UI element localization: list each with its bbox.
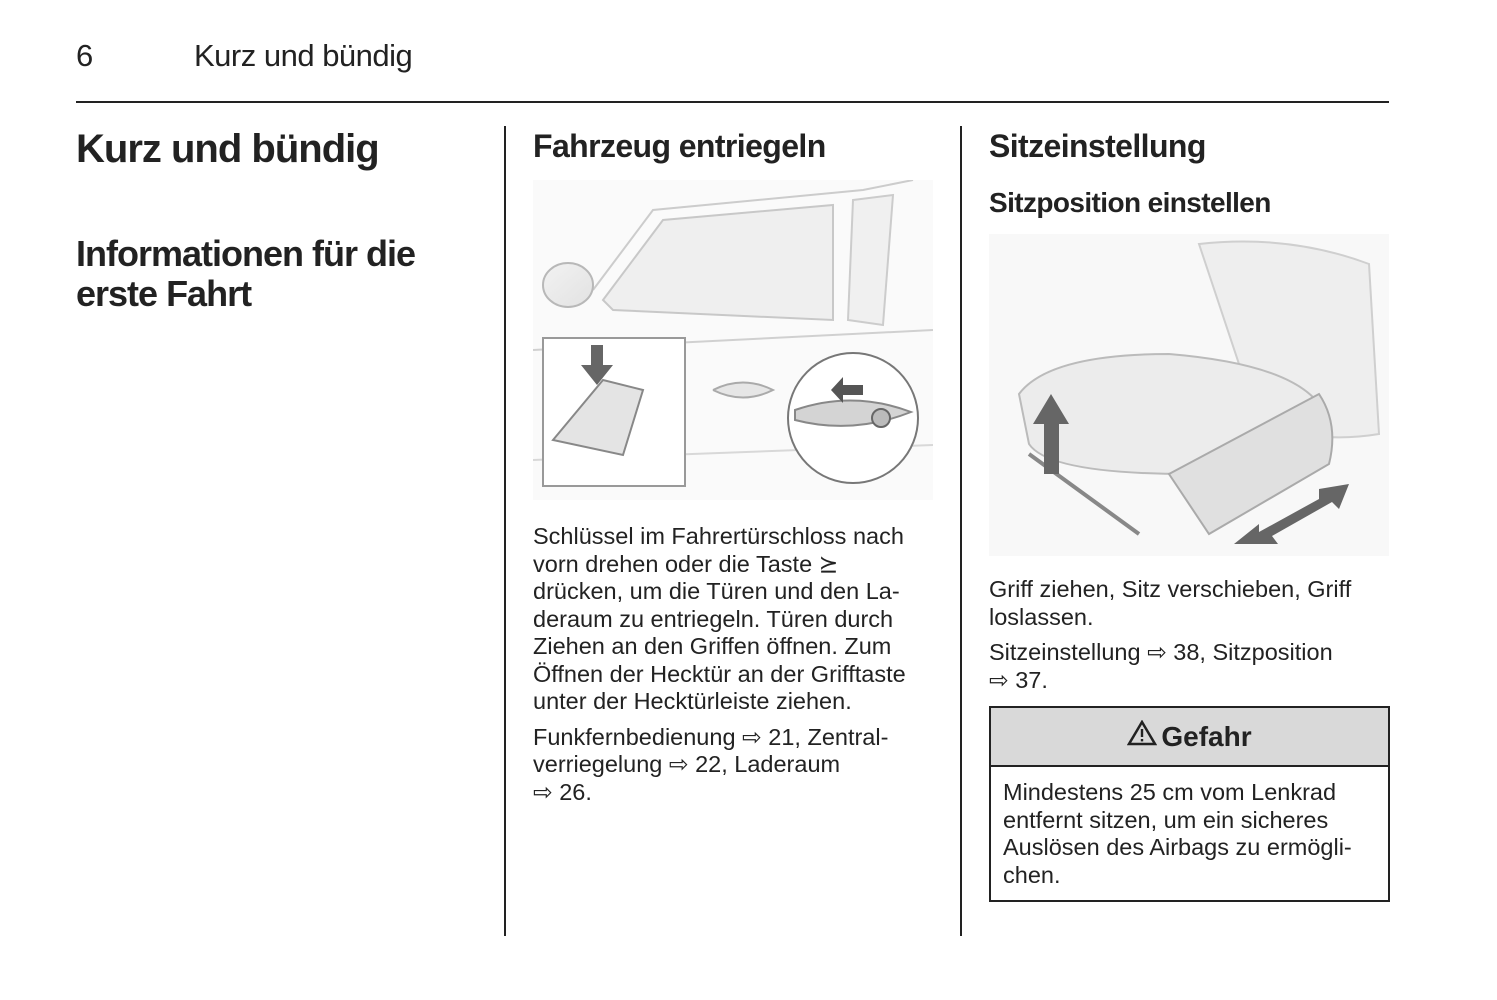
- unlock-line-3: drücken, um die Türen und den La-: [533, 578, 900, 604]
- unlock-ref-3: ⇨ 26.: [533, 778, 592, 805]
- unlock-ref-2: verriegelung ⇨ 22, Laderaum: [533, 751, 841, 777]
- warning-box: [989, 706, 1390, 902]
- seat-text: [989, 576, 1389, 702]
- unlock-line-6: Öffnen der Hecktür an der Grifftaste: [533, 660, 906, 687]
- column-divider-2: [960, 126, 962, 936]
- seat-line-2: loslassen.: [989, 603, 1094, 630]
- warning-line-1: Mindestens 25 cm vom Lenkrad: [1003, 779, 1337, 805]
- unlock-line-4: deraum zu entriegeln. Türen durch: [533, 605, 894, 632]
- warning-line-3: Auslösen des Airbags zu ermögli-: [1003, 834, 1352, 860]
- column-divider-1: [504, 126, 506, 936]
- seat-adjust-illustration: [989, 234, 1389, 556]
- unlock-line-2: vorn drehen oder die Taste ⪰: [533, 550, 839, 577]
- unlock-text: [533, 523, 933, 814]
- page-number: 6: [76, 38, 94, 73]
- warning-title: Gefahr: [1161, 720, 1252, 752]
- seat-ref-2: ⇨ 37.: [989, 666, 1048, 693]
- section-title: Kurz und bündig: [76, 127, 379, 171]
- header-divider: [76, 101, 1389, 103]
- unlock-line-5: Ziehen an den Griffen öffnen. Zum: [533, 633, 892, 659]
- subheading-seat-position: Sitzposition einstellen: [989, 187, 1271, 218]
- heading-seat: Sitzeinstellung: [989, 128, 1206, 164]
- heading-unlock: Fahrzeug entriegeln: [533, 128, 826, 164]
- seat-ref-1: Sitzeinstellung ⇨ 38, Sitzposition: [989, 639, 1333, 665]
- warning-triangle-icon: [1127, 720, 1157, 753]
- unlock-line-7: unter der Hecktürleiste ziehen.: [533, 688, 852, 714]
- running-title: Kurz und bündig: [194, 38, 413, 73]
- section-subtitle: Informationen für die erste Fahrt: [76, 233, 415, 314]
- warning-line-4: chen.: [1003, 861, 1061, 888]
- unlock-ref-1: Funkfernbedienung ⇨ 21, Zentral-: [533, 723, 889, 750]
- unlock-line-1: Schlüssel im Fahrertürschloss nach: [533, 523, 904, 549]
- warning-text: [991, 767, 1388, 901]
- car-door-unlock-illustration: [533, 180, 933, 500]
- warning-header: [991, 708, 1388, 767]
- seat-line-1: Griff ziehen, Sitz verschieben, Griff: [989, 576, 1352, 602]
- warning-line-2: entfernt sitzen, um ein sicheres: [1003, 806, 1329, 833]
